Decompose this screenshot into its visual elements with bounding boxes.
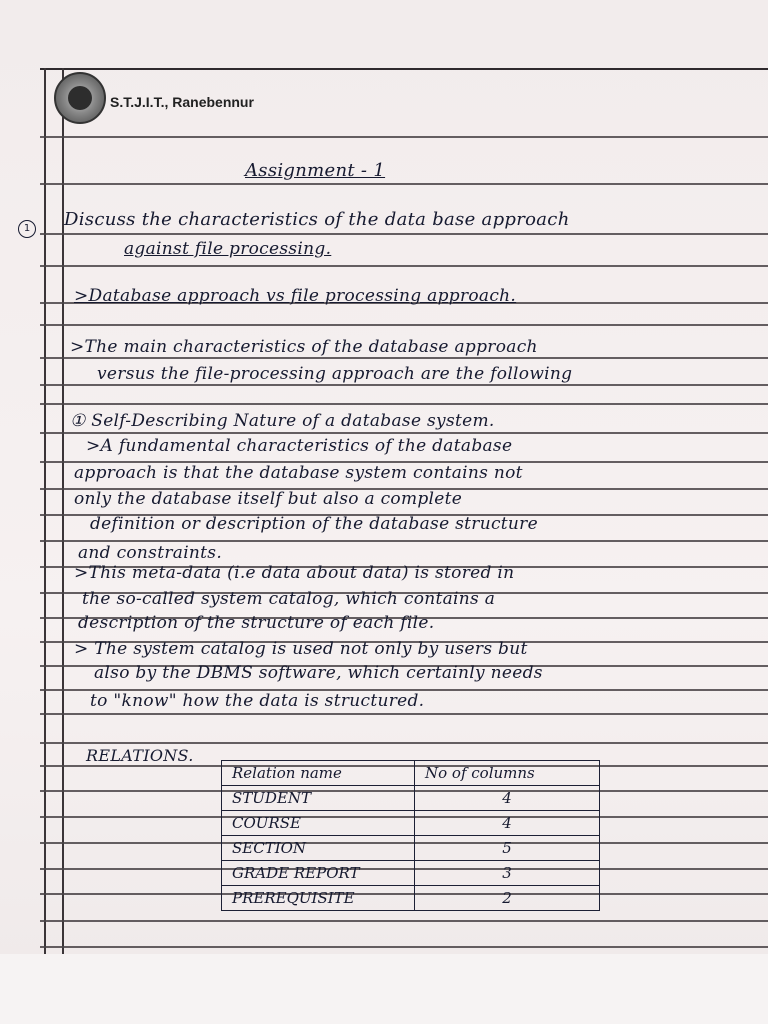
body-line-5: >A fundamental characteristics of the database (86, 436, 513, 456)
relation-name-cell: PREREQUISITE (222, 886, 415, 911)
column-count-cell: 5 (415, 836, 600, 861)
table-row (222, 886, 600, 911)
body-line-7: only the database itself but also a complete (74, 489, 463, 509)
relation-name-cell: GRADE REPORT (222, 861, 415, 886)
ruled-line (40, 742, 768, 744)
table-header-row (222, 761, 600, 786)
margin-line-inner (62, 68, 64, 954)
body-line-2: >The main characteristics of the database approach (70, 337, 538, 357)
ruled-line (40, 384, 768, 386)
ruled-line (40, 324, 768, 326)
table-row (222, 811, 600, 836)
relation-name-cell: STUDENT (222, 786, 415, 811)
page-bottom-margin (0, 954, 768, 1024)
ruled-line (40, 432, 768, 434)
ruled-line (40, 183, 768, 185)
body-line-4: ① Self-Describing Nature of a database system. (70, 411, 495, 431)
column-header-no-of-columns: No of columns (415, 761, 600, 786)
college-logo-icon (54, 72, 106, 124)
column-count-cell: 2 (415, 886, 600, 911)
body-line-11: the so-called system catalog, which contains a (82, 589, 496, 609)
body-line-6: approach is that the database system contains not (74, 463, 523, 483)
relations-heading: RELATIONS. (86, 746, 194, 765)
body-line-3: versus the file-processing approach are the following (97, 364, 573, 384)
top-rule (40, 68, 768, 70)
question-line-1: Discuss the characteristics of the data base approach (64, 209, 570, 230)
table-row (222, 786, 600, 811)
body-line-13: > The system catalog is used not only by users but (74, 639, 528, 659)
ruled-line (40, 136, 768, 138)
body-line-15: to "know" how the data is structured. (90, 691, 425, 711)
ruled-line (40, 265, 768, 267)
ruled-line (40, 713, 768, 715)
relations-table (221, 760, 600, 911)
column-count-cell: 4 (415, 786, 600, 811)
question-number: 1 (18, 220, 36, 238)
ruled-line (40, 920, 768, 922)
table-row (222, 861, 600, 886)
relation-name-cell: COURSE (222, 811, 415, 836)
institution-name: S.T.J.I.T., Ranebennur (110, 94, 254, 110)
ruled-line (40, 357, 768, 359)
body-line-8: definition or description of the database structure (90, 514, 538, 534)
column-header-relation-name: Relation name (222, 761, 415, 786)
ruled-line (40, 946, 768, 948)
assignment-title: Assignment - 1 (245, 160, 386, 181)
table-row (222, 836, 600, 861)
ruled-line (40, 233, 768, 235)
body-line-9: and constraints. (78, 543, 223, 563)
column-count-cell: 4 (415, 811, 600, 836)
ruled-line (40, 540, 768, 542)
margin-line-outer (44, 68, 46, 954)
relation-name-cell: SECTION (222, 836, 415, 861)
question-line-2: against file processing. (124, 239, 332, 259)
column-count-cell: 3 (415, 861, 600, 886)
body-line-10: >This meta-data (i.e data about data) is stored in (74, 563, 515, 583)
ruled-line (40, 403, 768, 405)
body-line-14: also by the DBMS software, which certainly needs (94, 663, 543, 683)
body-line-12: description of the structure of each file. (78, 613, 435, 633)
body-line-1: >Database approach vs file processing approach. (74, 286, 517, 306)
